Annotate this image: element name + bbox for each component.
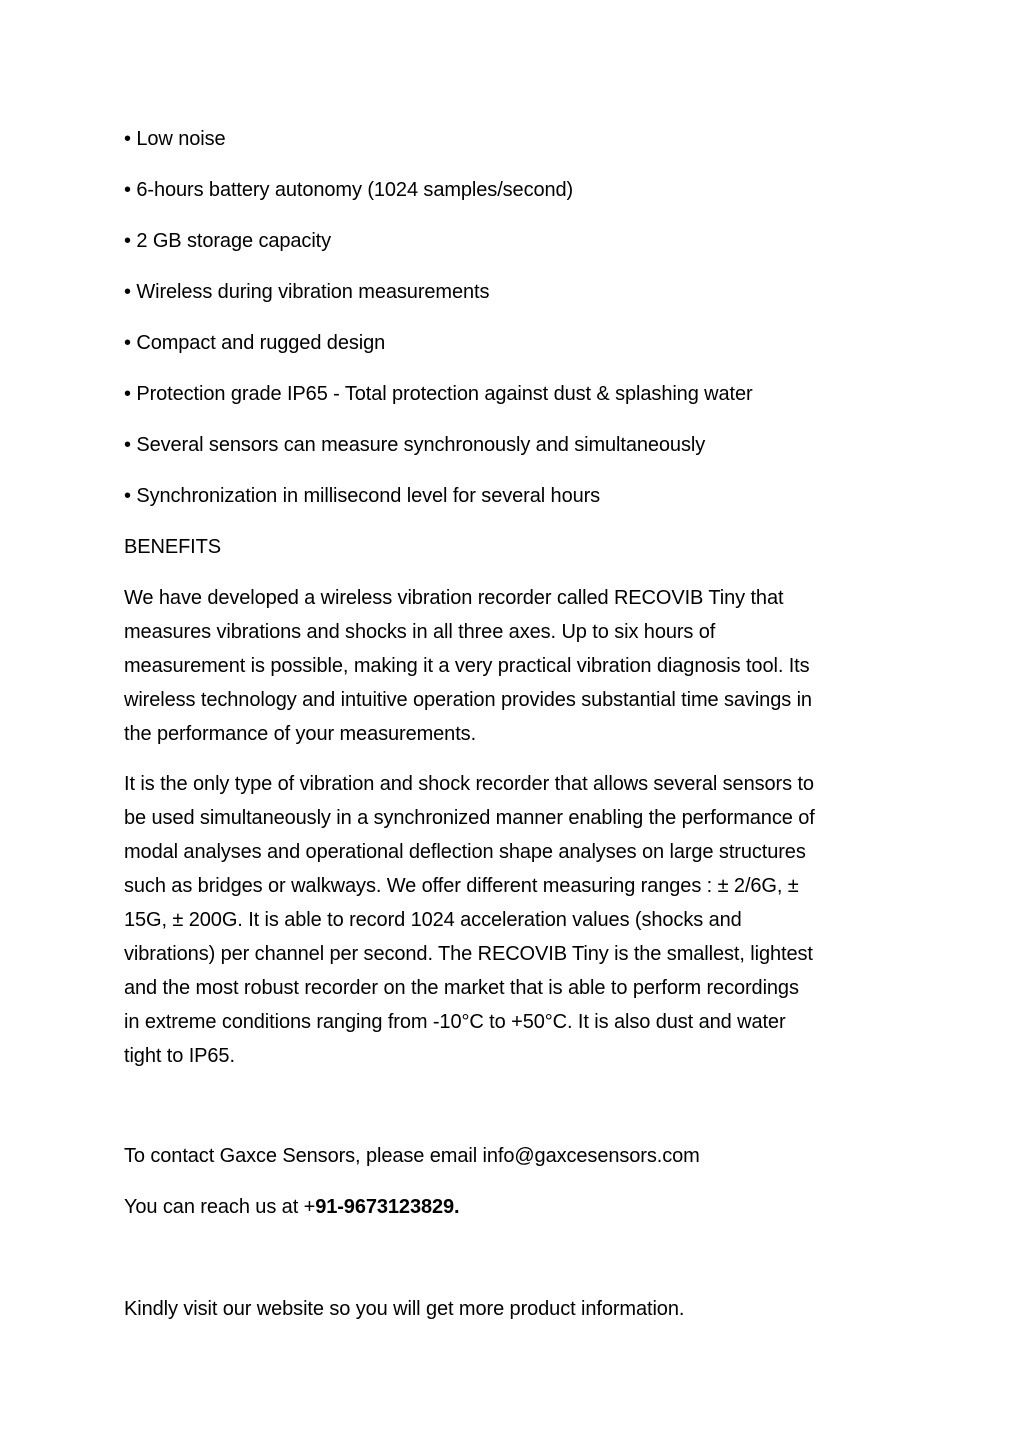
phone-prefix: You can reach us at + bbox=[124, 1196, 316, 1218]
feature-item: • Synchronization in millisecond level for several hours bbox=[124, 485, 601, 507]
benefits-paragraph-1 bbox=[124, 581, 904, 751]
feature-item: • 2 GB storage capacity bbox=[124, 230, 332, 252]
feature-item: • Several sensors can measure synchronously and simultaneously bbox=[124, 434, 706, 456]
feature-item: • Compact and rugged design bbox=[124, 332, 386, 354]
paragraph-line: in extreme conditions ranging from -10°C to +50°C. It is also dust and water bbox=[124, 1011, 786, 1033]
feature-item: • 6-hours battery autonomy (1024 samples/second) bbox=[124, 179, 574, 201]
benefits-paragraph-2 bbox=[124, 767, 904, 1073]
paragraph-line: modal analyses and operational deflection shape analyses on large structures bbox=[124, 841, 806, 863]
paragraph-line: measurement is possible, making it a very practical vibration diagnosis tool. Its bbox=[124, 655, 810, 677]
paragraph-line: the performance of your measurements. bbox=[124, 723, 477, 745]
visit-website-line: Kindly visit our website so you will get more product information. bbox=[124, 1298, 685, 1320]
paragraph-line: tight to IP65. bbox=[124, 1045, 235, 1067]
paragraph-line: We have developed a wireless vibration recorder called RECOVIB Tiny that bbox=[124, 587, 784, 609]
feature-item: • Protection grade IP65 - Total protection against dust & splashing water bbox=[124, 383, 753, 405]
paragraph-line: be used simultaneously in a synchronized manner enabling the performance of bbox=[124, 807, 815, 829]
phone-number: 91-9673123829. bbox=[315, 1196, 460, 1218]
paragraph-line: measures vibrations and shocks in all three axes. Up to six hours of bbox=[124, 621, 716, 643]
feature-item: • Wireless during vibration measurements bbox=[124, 281, 490, 303]
paragraph-line: such as bridges or walkways. We offer different measuring ranges : ± 2/6G, ± bbox=[124, 875, 799, 897]
contact-email-line: To contact Gaxce Sensors, please email info@gaxcesensors.com bbox=[124, 1145, 700, 1167]
benefits-heading: BENEFITS bbox=[124, 536, 221, 558]
paragraph-line: wireless technology and intuitive operation provides substantial time savings in bbox=[124, 689, 812, 711]
paragraph-line: It is the only type of vibration and shock recorder that allows several sensors to bbox=[124, 773, 814, 795]
paragraph-line: and the most robust recorder on the market that is able to perform recordings bbox=[124, 977, 799, 999]
contact-phone-line bbox=[124, 1190, 460, 1224]
paragraph-line: vibrations) per channel per second. The RECOVIB Tiny is the smallest, lightest bbox=[124, 943, 813, 965]
paragraph-line: 15G, ± 200G. It is able to record 1024 acceleration values (shocks and bbox=[124, 909, 742, 931]
feature-item: • Low noise bbox=[124, 128, 226, 150]
